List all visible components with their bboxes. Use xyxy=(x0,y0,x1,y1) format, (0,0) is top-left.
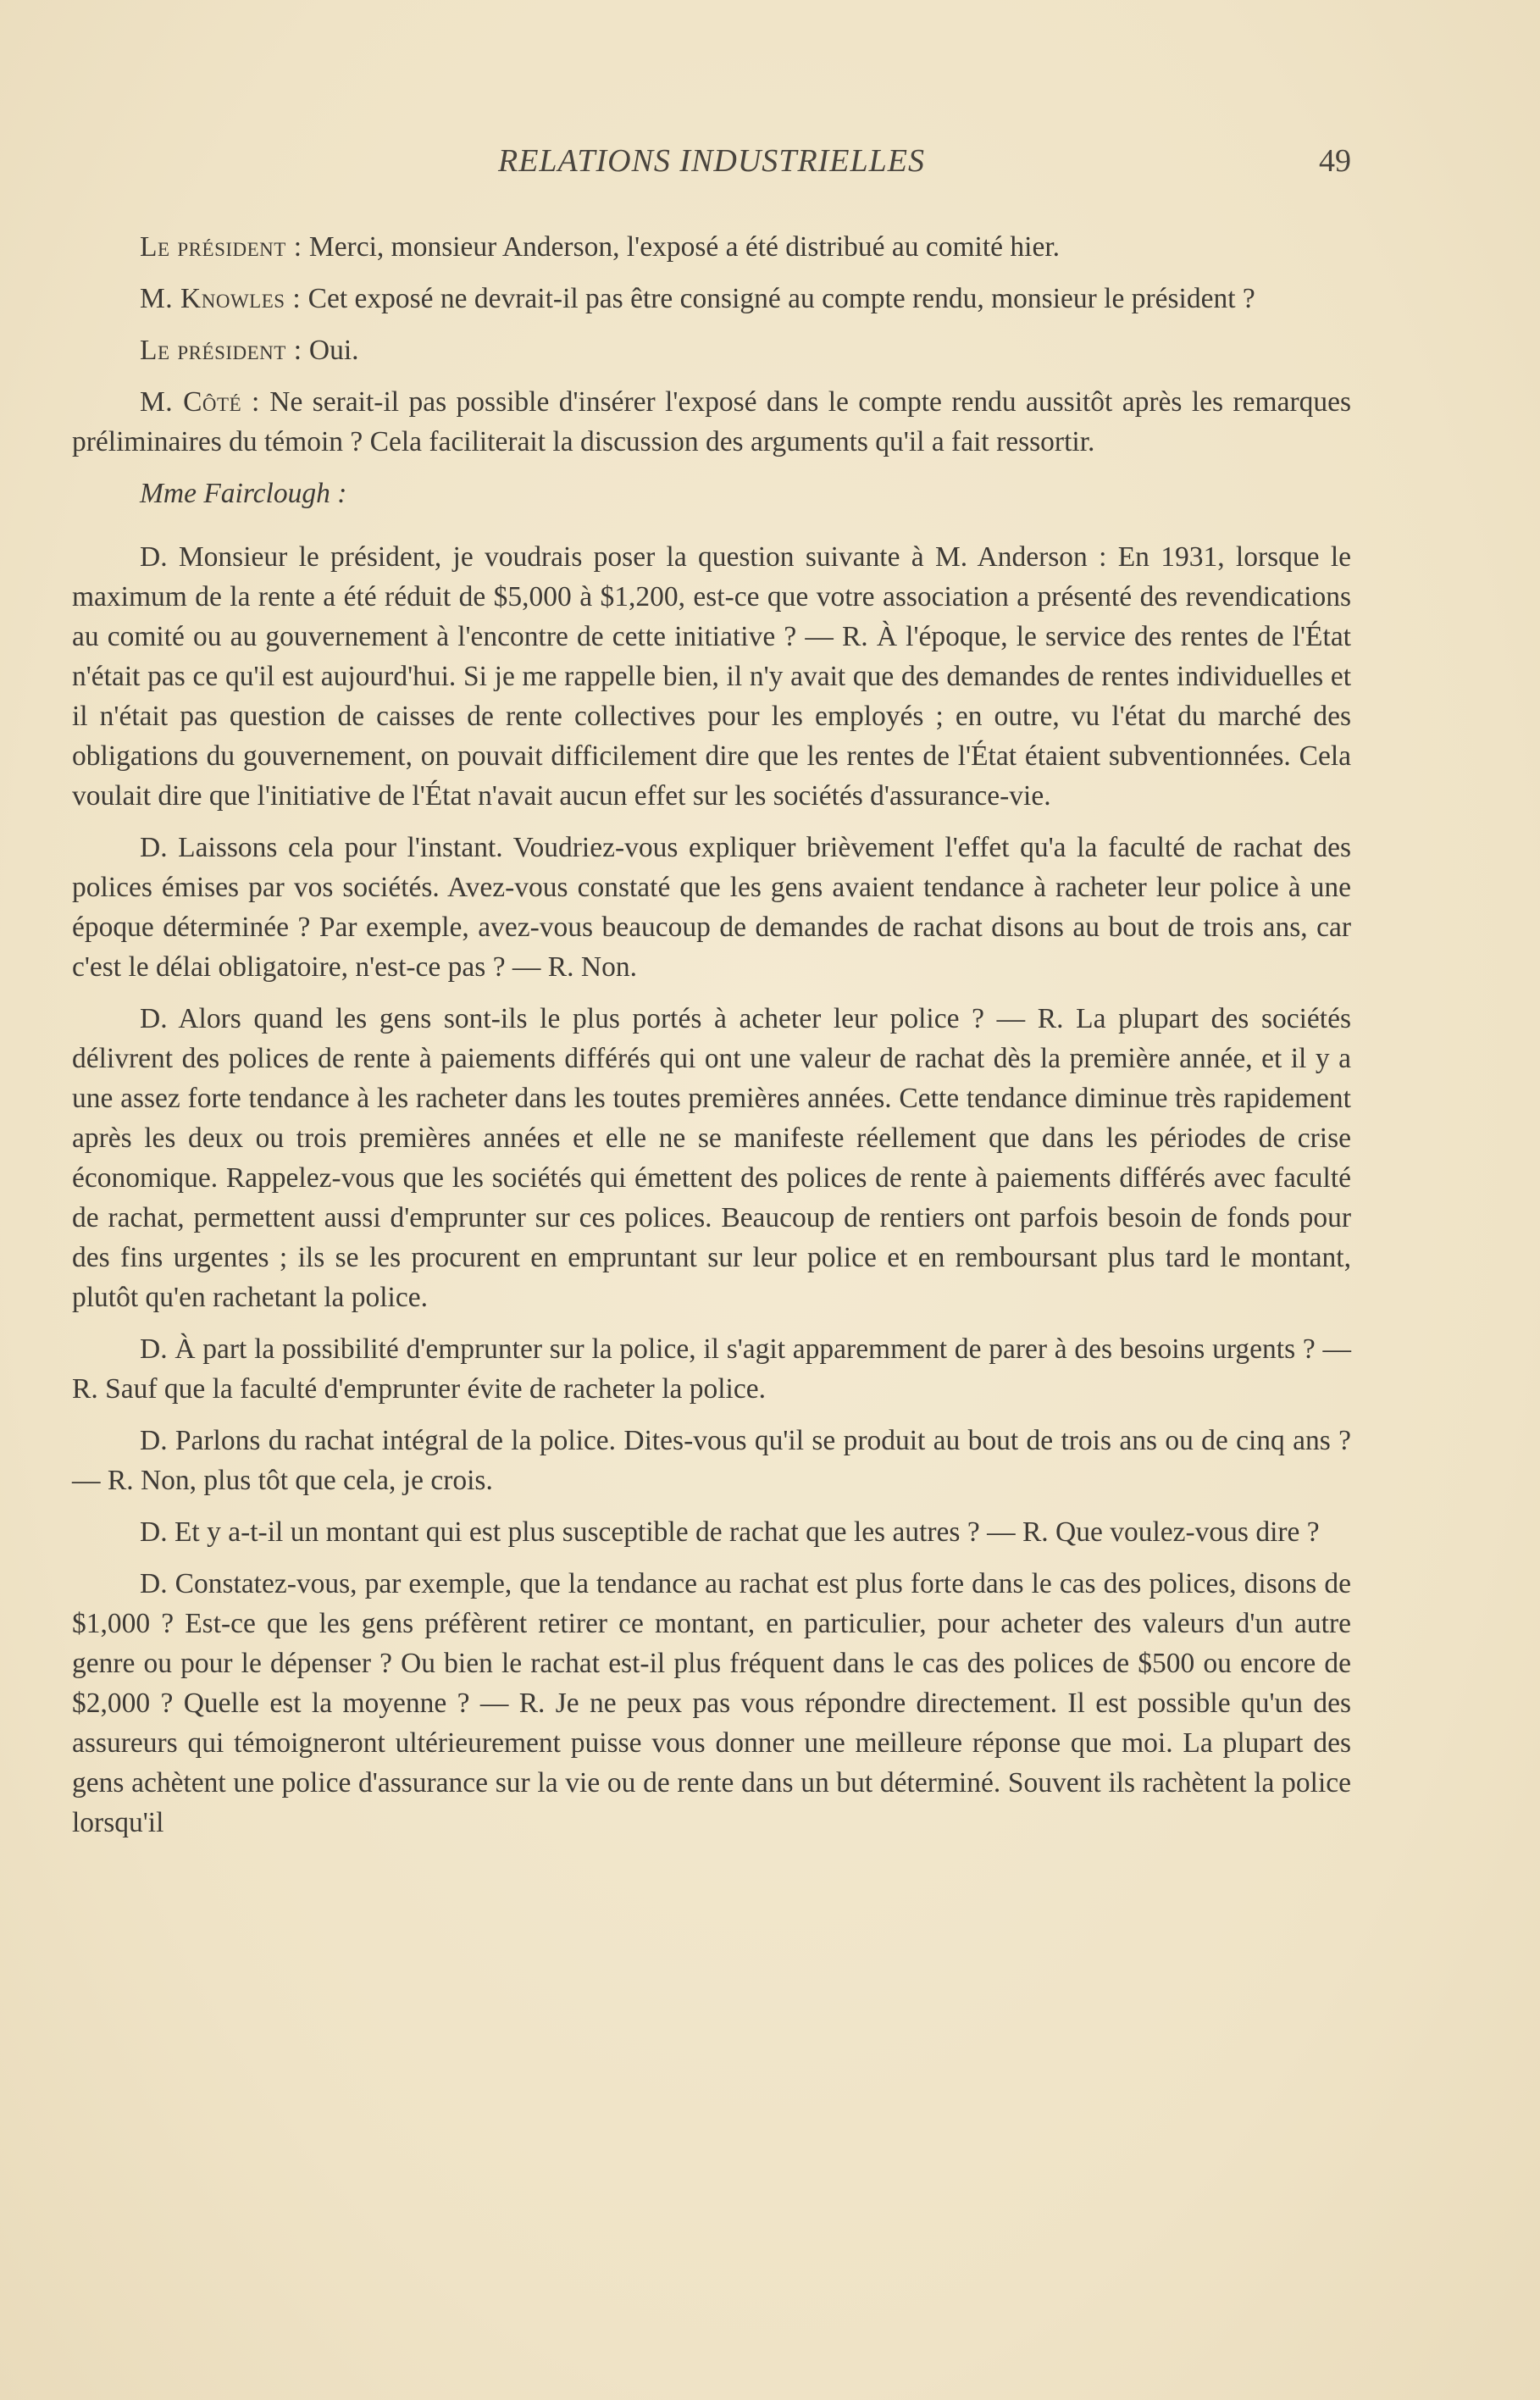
speaker-label: Le président : xyxy=(140,231,302,263)
running-title: RELATIONS INDUSTRIELLES xyxy=(497,143,925,179)
paragraph-text: Oui. xyxy=(308,335,359,366)
paragraph-text: Merci, monsieur Anderson, l'exposé a été distribué au comité hier. xyxy=(308,231,1061,263)
paragraph xyxy=(72,279,1351,319)
paragraph xyxy=(72,382,1351,462)
speaker-label: M. Côté : xyxy=(140,386,260,418)
speaker-label: Le président : xyxy=(140,335,302,366)
paragraph-text: Ne serait-il pas possible d'insérer l'exposé dans le compte rendu aussitôt après les remarques préliminaires du témoin ? Cela faciliterait la discussion des arguments qu'il a fait ressortir. xyxy=(72,386,1352,457)
paragraph xyxy=(72,227,1351,267)
paragraph: D. Constatez-vous, par exemple, que la tendance au rachat est plus forte dans le cas des polices, disons de $1,000 ? Est-ce que les gens préfèrent retirer ce montant, en particulier, pour acheter des valeurs d'un autre genre ou pour le dépenser ? Ou bien le rachat est-il plus fréquent dans le cas des polices de $500 ou encore de $2,000 ? Quelle est la moyenne ? — R. Je ne peux pas vous répondre directement. Il est possible qu'un des assureurs qui témoigneront ultérieurement puisse vous donner une meilleure réponse que moi. La plupart des gens achètent une police d'assurance sur la vie ou de rente dans un but déterminé. Souvent ils rachètent la police lorsqu'il xyxy=(72,1568,1351,1838)
page-number: 49 xyxy=(1319,143,1351,179)
paragraph: D. À part la possibilité d'emprunter sur la police, il s'agit apparemment de parer à des besoins urgents ? — R. Sauf que la faculté d'emprunter évite de racheter la police. xyxy=(72,1333,1351,1405)
paragraph: D. Alors quand les gens sont-ils le plus portés à acheter leur police ? — R. La plupart des sociétés délivrent des polices de rente à paiements différés qui ont une valeur de rachat dès la première année, et il y a une assez forte tendance à les racheter dans les toutes premières années. Cette tendance diminue très rapidement après les deux ou trois premières années et elle ne se manifeste réellement que dans les périodes de crise économique. Rappelez-vous que les sociétés qui émettent des polices de rente à paiements différés avec faculté de rachat, permettent aussi d'emprunter sur ces polices. Beaucoup de rentiers ont parfois besoin de fonds pour des fins urgentes ; ils se les procurent en empruntant sur leur police et en remboursant plus tard le montant, plutôt qu'en rachetant la police. xyxy=(72,1003,1351,1313)
paragraph xyxy=(72,330,1351,370)
speaker-label: M. Knowles : xyxy=(140,283,302,314)
page-header xyxy=(72,142,1351,185)
page-body xyxy=(72,227,1351,1854)
speaker-heading: Mme Fairclough : xyxy=(140,478,347,509)
paragraph: D. Et y a-t-il un montant qui est plus susceptible de rachat que les autres ? — R. Que voulez-vous dire ? xyxy=(140,1516,1320,1548)
paragraph-text: Cet exposé ne devrait-il pas être consigné au compte rendu, monsieur le président ? xyxy=(307,283,1255,314)
paragraph: D. Laissons cela pour l'instant. Voudriez-vous expliquer brièvement l'effet qu'a la faculté de rachat des polices émises par vos sociétés. Avez-vous constaté que les gens avaient tendance à racheter leur police à une époque déterminée ? Par exemple, avez-vous beaucoup de demandes de rachat disons au bout de trois ans, car c'est le délai obligatoire, n'est-ce pas ? — R. Non. xyxy=(72,832,1351,983)
paragraph: D. Parlons du rachat intégral de la police. Dites-vous qu'il se produit au bout de trois ans ou de cinq ans ? — R. Non, plus tôt que cela, je crois. xyxy=(72,1425,1351,1496)
paragraph: D. Monsieur le président, je voudrais poser la question suivante à M. Anderson : En 1931, lorsque le maximum de la rente a été réduit de $5,000 à $1,200, est-ce que votre association a présenté des revendications au comité ou au gouvernement à l'encontre de cette initiative ? — R. À l'époque, le service des rentes de l'État n'était pas ce qu'il est aujourd'hui. Si je me rappelle bien, il n'y avait que des demandes de rentes individuelles et il n'était pas question de caisses de rente collectives pour les employés ; en outre, vu l'état du marché des obligations du gouvernement, on pouvait difficilement dire que les rentes de l'État étaient subventionnées. Cela voulait dire que l'initiative de l'État n'avait aucun effet sur les sociétés d'assurance-vie. xyxy=(72,541,1351,812)
